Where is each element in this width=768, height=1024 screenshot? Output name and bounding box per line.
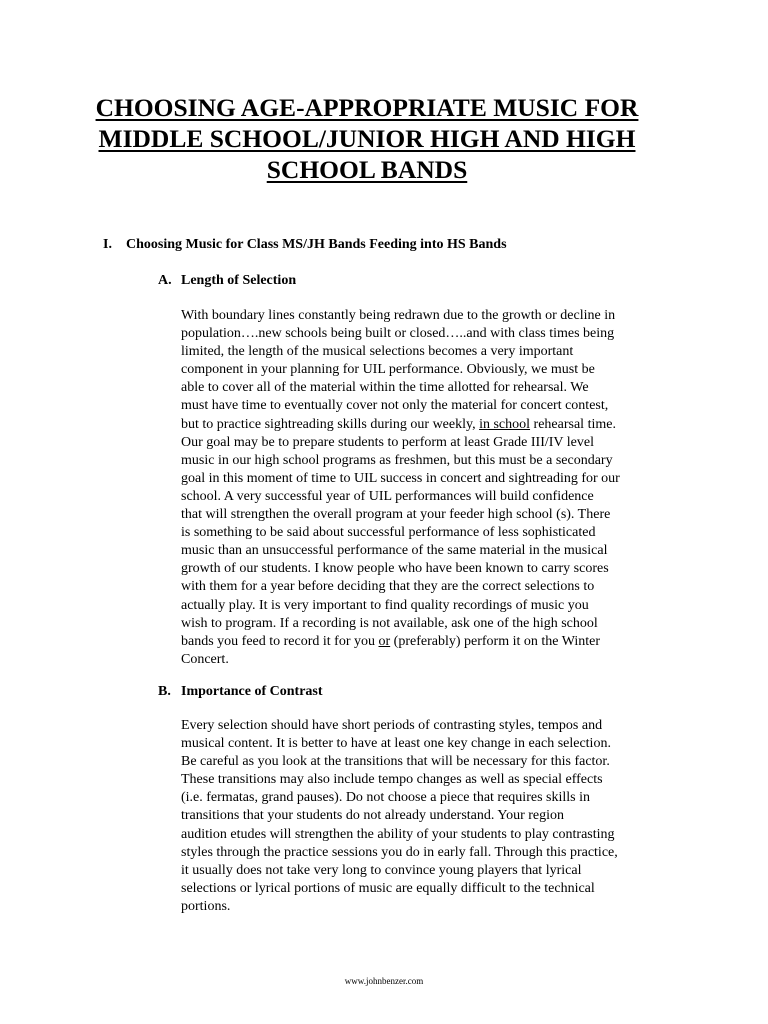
paragraph-line: growth of our students. I know people who have been known to carry scores <box>181 561 609 577</box>
paragraph-line: wish to program. If a recording is not available, ask one of the high school <box>181 615 598 631</box>
paragraph-line: Concert. <box>181 651 229 667</box>
paragraph-line: school. A very successful year of UIL performances will build confidence <box>181 488 594 504</box>
title-line-3: SCHOOL BANDS <box>266 155 468 184</box>
subsection-a-heading <box>158 272 296 290</box>
title-line-1: CHOOSING AGE-APPROPRIATE MUSIC FOR <box>95 93 639 122</box>
subsection-a-letter: A. <box>158 273 172 288</box>
line-text: bands you feed to record it for you <box>181 633 379 649</box>
underlined-text: or <box>378 633 391 649</box>
underlined-text: in school <box>479 416 531 432</box>
paragraph-line: styles through the practice sessions you do in early fall. Through this practice, <box>181 844 618 860</box>
paragraph-line: population….new schools being built or closed…..and with class times being <box>181 326 615 342</box>
paragraph-line: is something to be said about successful performance of less sophisticated <box>181 525 596 541</box>
line-text: but to practice sightreading skills during our weekly, <box>181 416 480 432</box>
paragraph-line: These transitions may also include tempo changes as well as special effects <box>181 772 603 788</box>
paragraph-line: Be careful as you look at the transitions that will be necessary for this factor. <box>181 754 610 770</box>
paragraph-line: transitions that your students do not already understand. Your region <box>181 808 565 824</box>
paragraph-line: (i.e. fermatas, grand pauses). Do not choose a piece that requires skills in <box>181 790 590 806</box>
subsection-b-paragraph <box>181 717 661 916</box>
paragraph-line: Our goal may be to prepare students to perform at least Grade III/IV level <box>181 434 594 450</box>
line-text: (preferably) perform it on the Winter <box>390 633 601 649</box>
paragraph-line: that will strengthen the overall program at your feeder high school (s). There <box>181 507 611 523</box>
paragraph-line: With boundary lines constantly being redrawn due to the growth or decline in <box>181 308 616 323</box>
subsection-b-heading <box>158 683 323 701</box>
subsection-b-letter: B. <box>158 684 171 699</box>
paragraph-line: able to cover all of the material within the time allotted for rehearsal. We <box>181 380 589 396</box>
paragraph-line: music in our high school programs as freshmen, but this must be a secondary <box>181 452 613 468</box>
paragraph-line: actually play. It is very important to find quality recordings of music you <box>181 597 589 613</box>
line-text: rehearsal time. <box>530 416 616 432</box>
paragraph-line: it usually does not take very long to convince young players that lyrical <box>181 862 582 878</box>
paragraph-line: selections or lyrical portions of music are equally difficult to the technical <box>181 880 595 896</box>
title-line-2: MIDDLE SCHOOL/JUNIOR HIGH AND HIGH <box>98 124 636 153</box>
paragraph-line: must have time to eventually cover not only the material for concert contest, <box>181 398 609 414</box>
section-heading <box>103 236 507 254</box>
paragraph-line: with them for a year before deciding that they are the correct selections to <box>181 579 595 595</box>
paragraph-line: portions. <box>181 898 231 914</box>
paragraph-line: audition etudes will strengthen the ability of your students to play contrasting <box>181 826 615 842</box>
paragraph-line: goal in this moment of time to UIL success in concert and sightreading for our <box>181 470 620 486</box>
paragraph-line <box>181 633 661 651</box>
page-title <box>60 92 674 185</box>
subsection-b-heading-text: Importance of Contrast <box>181 684 323 699</box>
paragraph-line: music than an unsuccessful performance of the same material in the musical <box>181 543 608 559</box>
paragraph-line: musical content. It is better to have at least one key change in each selection. <box>181 736 611 752</box>
paragraph-line: limited, the length of the musical selections becomes a very important <box>181 344 574 360</box>
paragraph-line: component in your planning for UIL performance. Obviously, we must be <box>181 362 595 378</box>
section-number: I. <box>103 237 112 252</box>
footer-url: www.johnbenzer.com <box>344 976 424 986</box>
subsection-a-heading-text: Length of Selection <box>181 273 297 288</box>
section-heading-text: Choosing Music for Class MS/JH Bands Feeding into HS Bands <box>126 237 507 252</box>
subsection-a-paragraph <box>181 307 661 669</box>
paragraph-line <box>181 416 661 434</box>
paragraph-line: Every selection should have short periods of contrasting styles, tempos and <box>181 718 603 733</box>
